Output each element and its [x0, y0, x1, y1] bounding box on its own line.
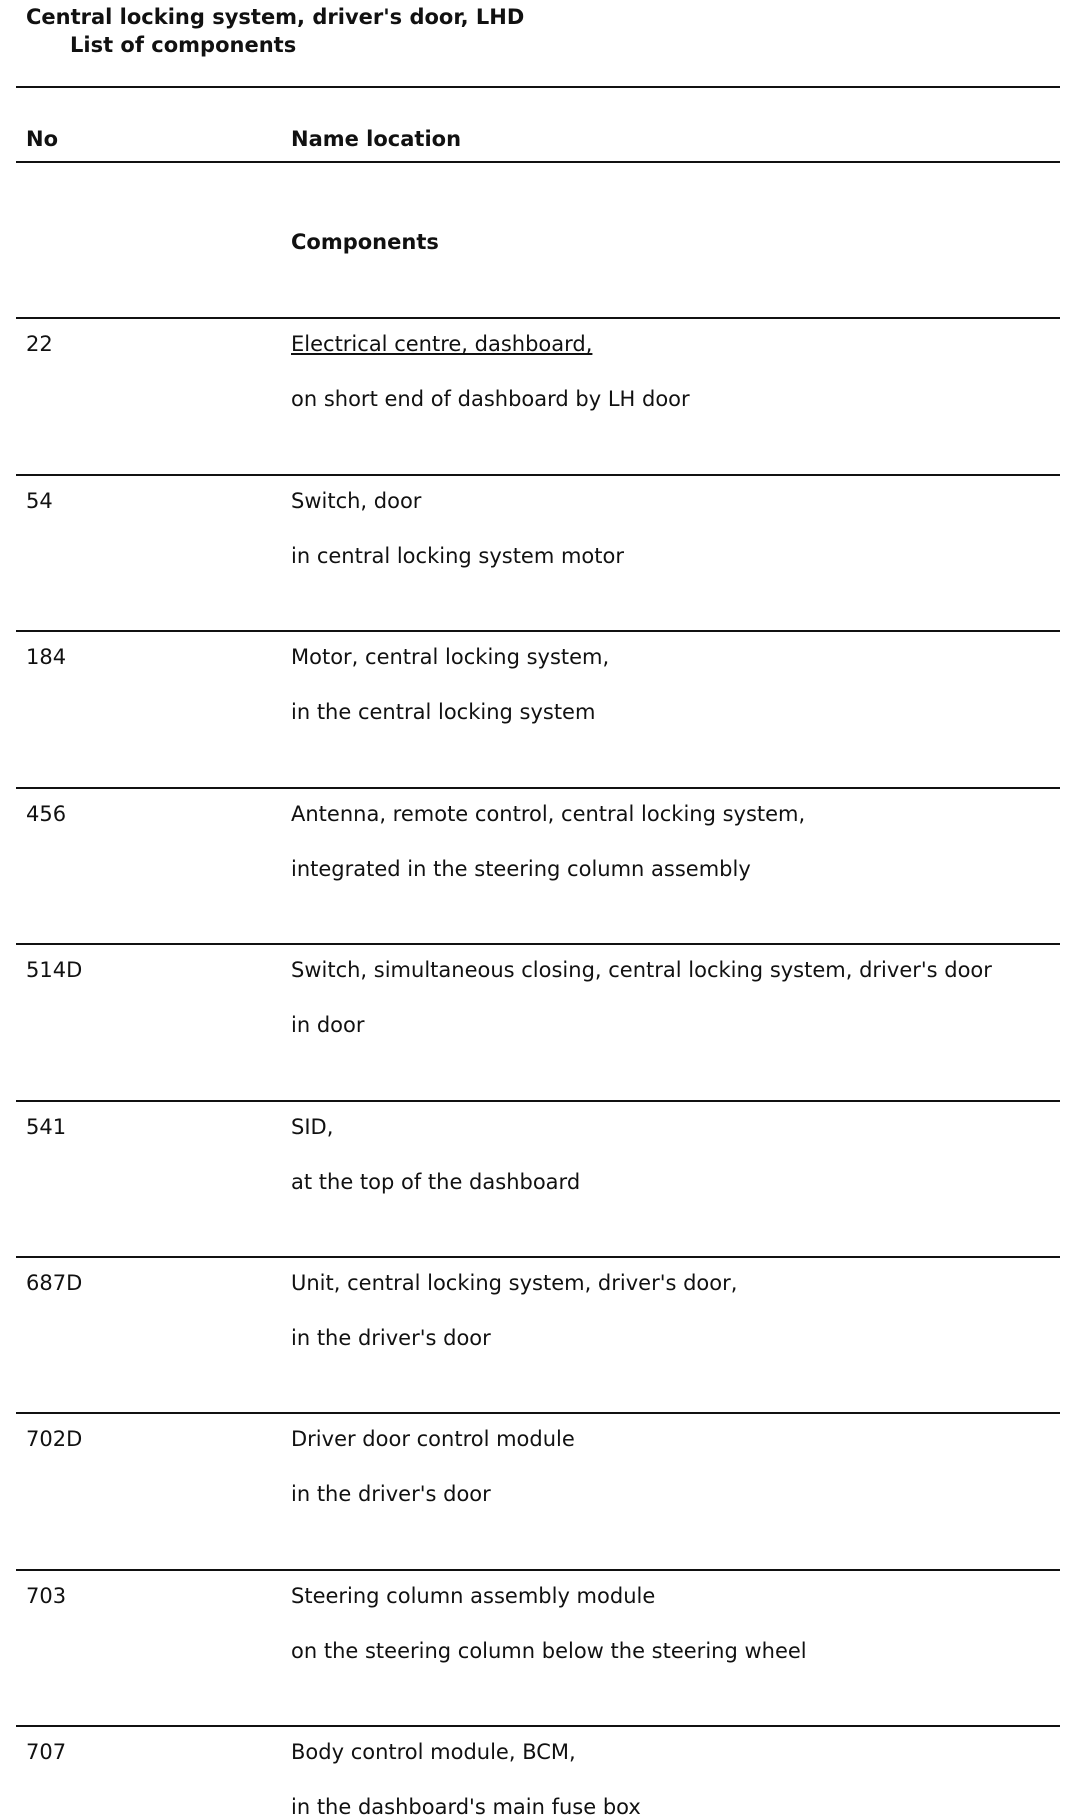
row-2-location: in the central locking system — [291, 700, 596, 724]
row-2-name: Motor, central locking system, — [291, 645, 610, 669]
row-0-no: 22 — [26, 332, 53, 356]
row-divider — [16, 1569, 1060, 1571]
row-divider — [16, 1412, 1060, 1414]
row-0-location: on short end of dashboard by LH door — [291, 387, 690, 411]
row-2-no: 184 — [26, 645, 67, 669]
row-8-name: Steering column assembly module — [291, 1584, 656, 1608]
column-header-name-location: Name location — [291, 127, 462, 151]
top-divider — [16, 86, 1060, 88]
row-4-no: 514D — [26, 958, 83, 982]
row-divider — [16, 317, 1060, 319]
row-3-no: 456 — [26, 802, 67, 826]
row-3-location: integrated in the steering column assembly — [291, 857, 751, 881]
row-9-location: in the dashboard's main fuse box — [291, 1795, 641, 1819]
row-6-no: 687D — [26, 1271, 83, 1295]
row-4-name: Switch, simultaneous closing, central locking system, driver's door — [291, 958, 992, 982]
row-0-name-link[interactable]: Electrical centre, dashboard, — [291, 332, 593, 356]
column-header-no: No — [26, 127, 59, 151]
row-9-name: Body control module, BCM, — [291, 1740, 576, 1764]
document-subtitle: List of components — [70, 33, 297, 57]
row-divider — [16, 787, 1060, 789]
row-4-location: in door — [291, 1013, 365, 1037]
row-divider — [16, 474, 1060, 476]
header-divider — [16, 161, 1060, 163]
row-1-name: Switch, door — [291, 489, 422, 513]
section-label-components: Components — [291, 230, 439, 254]
row-9-no: 707 — [26, 1740, 67, 1764]
row-5-no: 541 — [26, 1115, 67, 1139]
row-3-name: Antenna, remote control, central locking system, — [291, 802, 806, 826]
row-1-location: in central locking system motor — [291, 544, 624, 568]
row-6-location: in the driver's door — [291, 1326, 491, 1350]
row-divider — [16, 1725, 1060, 1727]
row-8-location: on the steering column below the steering wheel — [291, 1639, 807, 1663]
row-5-name: SID, — [291, 1115, 334, 1139]
row-8-no: 703 — [26, 1584, 67, 1608]
row-7-location: in the driver's door — [291, 1482, 491, 1506]
document-title: Central locking system, driver's door, LHD — [26, 5, 525, 29]
row-divider — [16, 1100, 1060, 1102]
row-6-name: Unit, central locking system, driver's door, — [291, 1271, 738, 1295]
row-7-name: Driver door control module — [291, 1427, 575, 1451]
row-7-no: 702D — [26, 1427, 83, 1451]
row-1-no: 54 — [26, 489, 53, 513]
row-divider — [16, 943, 1060, 945]
row-divider — [16, 1256, 1060, 1258]
row-5-location: at the top of the dashboard — [291, 1170, 581, 1194]
row-divider — [16, 630, 1060, 632]
